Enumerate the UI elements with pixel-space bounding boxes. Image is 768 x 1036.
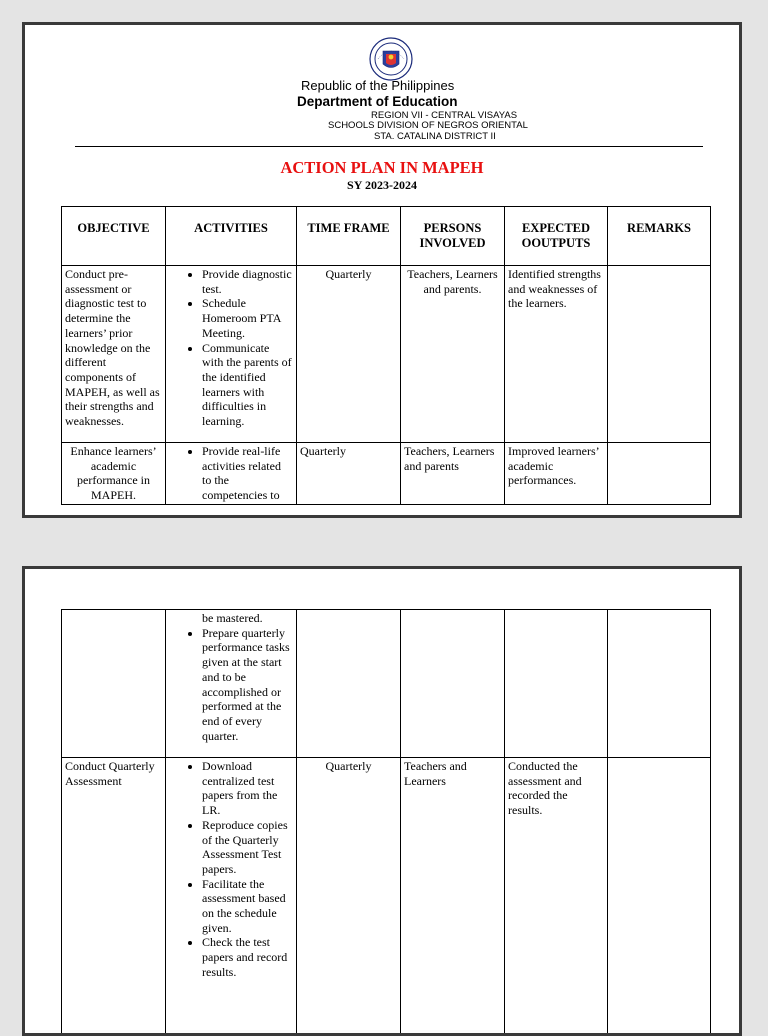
objective-cell: Conduct Quarterly Assessment [62,758,166,1036]
col-header-activities: ACTIVITIES [166,207,297,266]
col-header-expected-outputs: EXPECTED OOUTPUTS [505,207,608,266]
document-title: ACTION PLAN IN MAPEH [25,158,739,178]
remarks-cell [608,758,711,1036]
activity-item: • Provide real-life activities related to the competencies to [202,444,293,503]
outputs-cell [505,610,608,758]
activity-item: • Communicate with the parents of the identified learners with difficulties in learning. [202,341,293,429]
activity-item: • Facilitate the assessment based on the schedule given. [202,877,293,936]
division-heading: SCHOOLS DIVISION OF NEGROS ORIENTAL [328,120,528,131]
persons-cell: Teachers, Learners and parents [401,443,505,505]
col-header-objective: OBJECTIVE [62,207,166,266]
republic-heading: Republic of the Philippines [301,78,454,93]
activity-item: • Download centralized test papers from the LR. [202,759,293,818]
activity-item: • Prepare quarterly performance tasks given at the start and to be accomplished or performed at the end of every quarter. [202,626,293,744]
school-year: SY 2023-2024 [25,178,739,193]
remarks-cell [608,266,711,443]
table-row [62,758,711,1036]
district-heading: STA. CATALINA DISTRICT II [374,131,496,142]
remarks-cell [608,610,711,758]
persons-cell [401,610,505,758]
document-page-2 [22,566,742,1036]
objective-cell [62,610,166,758]
document-page-1 [22,22,742,518]
col-header-time-frame: TIME FRAME [297,207,401,266]
deped-seal-logo [369,37,413,81]
persons-cell: Teachers, Learners and parents. [401,266,505,443]
department-heading: Department of Education [297,94,458,109]
activity-item: • Check the test papers and record results. [202,935,293,979]
table-row [62,266,711,443]
objective-cell: Conduct pre-assessment or diagnostic test to determine the learners’ prior knowledge on the different components of MAPEH, as well as their strengths and weaknesses. [62,266,166,443]
activity-continuation: be mastered. [169,611,293,626]
activity-item: • Schedule Homeroom PTA Meeting. [202,296,293,340]
persons-cell: Teachers and Learners [401,758,505,1036]
time-frame-cell: Quarterly [297,443,401,505]
outputs-cell: Identified strengths and weaknesses of the learners. [505,266,608,443]
table-row [62,610,711,758]
objective-cell: Enhance learners’ academic performance in MAPEH. [62,443,166,505]
time-frame-cell: Quarterly [297,266,401,443]
region-heading: REGION VII - CENTRAL VISAYAS [371,110,517,121]
remarks-cell [608,443,711,505]
activities-cell [166,610,297,758]
outputs-cell: Improved learners’ academic performances. [505,443,608,505]
action-plan-table [61,206,711,505]
col-header-persons-involved: PERSONS INVOLVED [401,207,505,266]
col-header-remarks: REMARKS [608,207,711,266]
activities-cell [166,266,297,443]
activities-cell [166,443,297,505]
outputs-cell: Conducted the assessment and recorded the results. [505,758,608,1036]
activity-item: • Provide diagnostic test. [202,267,293,296]
action-plan-table-continued [61,609,711,1036]
time-frame-cell [297,610,401,758]
activity-item: • Reproduce copies of the Quarterly Assessment Test papers. [202,818,293,877]
table-header-row [62,207,711,266]
table-row [62,443,711,505]
activities-cell [166,758,297,1036]
header-divider [75,146,703,147]
time-frame-cell: Quarterly [297,758,401,1036]
